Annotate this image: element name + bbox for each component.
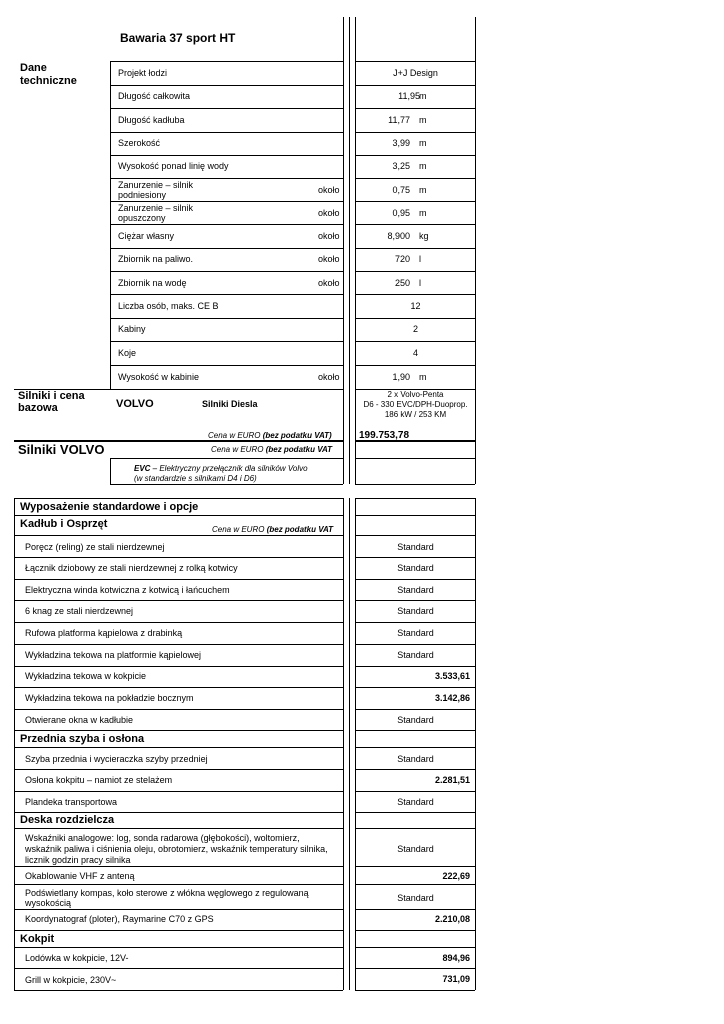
equip-item-price: 894,96 bbox=[442, 953, 470, 963]
row-rule bbox=[14, 968, 343, 969]
engine-price: 199.753,78 bbox=[359, 430, 410, 441]
tech-label: Wysokość w kabinie bbox=[118, 372, 199, 382]
row-rule bbox=[14, 909, 343, 910]
equip-item-label: Poręcz (reling) ze stali nierdzewnej bbox=[25, 542, 165, 552]
row-rule bbox=[14, 622, 343, 623]
row-rule bbox=[110, 201, 343, 202]
title-bottom-rule bbox=[110, 61, 343, 62]
group-dashboard-title: Deska rozdzielcza bbox=[20, 814, 115, 826]
hull-price-note bbox=[212, 525, 333, 534]
row-rule bbox=[355, 866, 475, 867]
volvo-price-note bbox=[211, 445, 332, 454]
row-rule bbox=[355, 365, 475, 366]
tech-label: Zbiornik na wodę bbox=[118, 278, 187, 288]
price-note-text: Cena w EURO bbox=[212, 525, 267, 534]
price-note-bold: (bez podatku VAT bbox=[265, 445, 333, 454]
row-rule bbox=[355, 85, 475, 86]
evc-note bbox=[134, 464, 308, 474]
tech-label: Kabiny bbox=[118, 324, 146, 334]
engines-section-label: Silniki i cena bazowa bbox=[18, 390, 85, 414]
row-rule bbox=[14, 930, 343, 931]
tech-unit: m bbox=[419, 208, 427, 218]
row-rule bbox=[355, 791, 475, 792]
row-rule bbox=[355, 709, 475, 710]
equipment-title: Wyposażenie standardowe i opcje bbox=[20, 501, 199, 513]
equip-item-value: Standard bbox=[397, 628, 434, 638]
tech-label: Zanurzenie – silnik opuszczony bbox=[118, 203, 194, 223]
row-rule bbox=[14, 666, 343, 667]
row-rule bbox=[355, 769, 475, 770]
tech-label: Wysokość ponad linię wody bbox=[118, 161, 229, 171]
group-hull-title: Kadłub i Osprzęt bbox=[20, 518, 108, 530]
engine-price-rule bbox=[355, 440, 475, 442]
tech-unit: m bbox=[419, 161, 427, 171]
tech-unit: l bbox=[419, 278, 421, 288]
tech-note: około bbox=[318, 372, 340, 382]
equip-item-price: 2.210,08 bbox=[434, 914, 470, 924]
row-rule bbox=[110, 248, 343, 249]
row-rule bbox=[110, 178, 343, 179]
row-rule bbox=[110, 155, 343, 156]
row-rule bbox=[14, 709, 343, 710]
tech-unit: kg bbox=[419, 231, 429, 241]
tech-unit: m bbox=[419, 138, 427, 148]
tech-value: 11,95 bbox=[398, 91, 420, 101]
row-rule bbox=[14, 828, 343, 829]
tech-note: około bbox=[318, 231, 340, 241]
tech-value: 11,77 bbox=[388, 115, 410, 125]
equip-item-label: licznik godzin pracy silnika bbox=[25, 855, 131, 865]
equip-item-label: Otwierane okna w kadłubie bbox=[25, 715, 134, 725]
tech-label: Szerokość bbox=[118, 138, 161, 148]
equip-item-label: wskaźnik paliwa i ciśnienia oleju, obrotomierz, wskaźnik temperatury silnika, bbox=[25, 844, 328, 854]
row-rule bbox=[355, 687, 475, 688]
equip-item-label: Wskaźniki analogowe: log, sonda radarowa (głębokości), woltomierz, bbox=[25, 833, 300, 843]
row-rule bbox=[355, 108, 475, 109]
tech-unit: m bbox=[419, 91, 427, 101]
row-rule bbox=[355, 968, 475, 969]
equip-item-value: Standard bbox=[397, 563, 434, 573]
equip-left-border bbox=[14, 498, 15, 990]
row-rule bbox=[14, 791, 343, 792]
row-rule bbox=[14, 812, 343, 813]
row-rule bbox=[355, 341, 475, 342]
equip-item-label: Łącznik dziobowy ze stali nierdzewnej z rolką kotwicy bbox=[25, 563, 238, 573]
evc-left-border bbox=[110, 458, 111, 484]
equip-item-value: Standard bbox=[397, 893, 434, 903]
row-rule bbox=[355, 828, 475, 829]
equip-top-rule bbox=[14, 498, 343, 499]
tech-note: około bbox=[318, 208, 340, 218]
row-rule bbox=[110, 85, 343, 86]
row-rule bbox=[355, 909, 475, 910]
row-rule bbox=[355, 579, 475, 580]
row-rule bbox=[14, 990, 343, 991]
tech-value: 0,95 bbox=[392, 208, 410, 218]
group-cockpit-title: Kokpit bbox=[20, 933, 55, 945]
row-rule bbox=[355, 294, 475, 295]
row-rule bbox=[355, 644, 475, 645]
engine-price-note bbox=[208, 431, 332, 440]
row-rule bbox=[355, 271, 475, 272]
equip-item-value: Standard bbox=[397, 585, 434, 595]
tech-label: Koje bbox=[118, 348, 137, 358]
row-rule bbox=[355, 622, 475, 623]
tech-label: Zbiornik na paliwo. bbox=[118, 254, 194, 264]
evc-text: – Elektryczny przełącznik dla silników Volvo bbox=[150, 464, 308, 473]
engine-spec-3: 186 kW / 253 KM bbox=[384, 410, 447, 419]
evc-label: EVC bbox=[134, 464, 151, 473]
row-rule bbox=[110, 318, 343, 319]
row-rule bbox=[110, 224, 343, 225]
price-note-text: Cena w EURO bbox=[208, 431, 263, 440]
equip-item-value: Standard bbox=[397, 797, 434, 807]
row-rule bbox=[355, 155, 475, 156]
row-rule bbox=[110, 108, 343, 109]
row-rule bbox=[14, 687, 343, 688]
row-rule bbox=[14, 947, 343, 948]
equip-divider-b bbox=[349, 498, 350, 990]
row-rule bbox=[14, 644, 343, 645]
tech-value: J+J Design bbox=[393, 68, 438, 78]
tech-note: około bbox=[318, 278, 340, 288]
tech-label: Ciężar własny bbox=[118, 231, 175, 241]
equip-item-value: Standard bbox=[397, 715, 434, 725]
row-rule bbox=[14, 535, 343, 536]
tech-note: około bbox=[318, 185, 340, 195]
equip-item-value: Standard bbox=[397, 650, 434, 660]
tech-label: Długość całkowita bbox=[118, 91, 191, 101]
equip-item-price: 3.533,61 bbox=[434, 671, 470, 681]
tech-value: 12 bbox=[410, 301, 421, 311]
row-rule bbox=[355, 132, 475, 133]
price-note-bold: (bez podatku VAT) bbox=[262, 431, 332, 440]
row-rule bbox=[355, 557, 475, 558]
title-bottom-rule-right bbox=[355, 61, 475, 62]
row-rule bbox=[355, 930, 475, 931]
row-rule bbox=[355, 747, 475, 748]
row-rule bbox=[355, 515, 475, 516]
engine-spec-1: 2 x Volvo-Penta bbox=[387, 390, 444, 399]
tech-unit: m bbox=[419, 115, 427, 125]
row-rule bbox=[355, 600, 475, 601]
equip-value-right bbox=[475, 498, 476, 990]
evc-note-2: (w standardzie s silnikami D4 i D6) bbox=[134, 474, 257, 483]
row-rule bbox=[14, 884, 343, 885]
tech-label: Długość kadłuba bbox=[118, 115, 185, 125]
tech-value: 2 bbox=[412, 324, 418, 334]
equip-item-label: Rufowa platforma kąpielowa z drabinką bbox=[25, 628, 183, 638]
col-divider-b bbox=[349, 17, 350, 484]
row-rule bbox=[355, 990, 475, 991]
row-rule bbox=[355, 201, 475, 202]
volvo-section-label: Silniki VOLVO bbox=[18, 442, 105, 457]
row-rule bbox=[14, 769, 343, 770]
equip-item-label: Wykładzina tekowa na pokładzie bocznym bbox=[25, 693, 194, 703]
row-rule bbox=[355, 318, 475, 319]
row-rule bbox=[355, 484, 475, 485]
equip-item-value: Standard bbox=[397, 844, 434, 854]
tech-value: 720 bbox=[394, 254, 410, 264]
row-rule bbox=[110, 271, 343, 272]
equip-divider-a bbox=[343, 498, 344, 990]
row-rule bbox=[14, 515, 343, 516]
tech-unit: m bbox=[419, 372, 427, 382]
engine-spec-2: D6 - 330 EVC/DPH-Duoprop. bbox=[363, 400, 468, 409]
equip-item-label: wysokością bbox=[25, 898, 72, 908]
row-rule bbox=[355, 224, 475, 225]
price-note-bold: (bez podatku VAT bbox=[266, 525, 334, 534]
tech-value: 4 bbox=[412, 348, 418, 358]
equip-item-value: Standard bbox=[397, 542, 434, 552]
row-rule bbox=[355, 812, 475, 813]
equip-item-value: Standard bbox=[397, 754, 434, 764]
tech-value: 8,900 bbox=[387, 231, 410, 241]
equip-item-label: Szyba przednia i wycieraczka szyby przedniej bbox=[25, 754, 208, 764]
row-rule bbox=[14, 730, 343, 731]
row-rule bbox=[110, 484, 343, 485]
equip-item-price: 2.281,51 bbox=[434, 775, 470, 785]
tech-section-label: Dane techniczne bbox=[20, 62, 77, 87]
row-rule bbox=[355, 535, 475, 536]
equip-item-label: Podświetlany kompas, koło sterowe z włókna węglowego z regulowaną bbox=[25, 888, 309, 898]
row-rule bbox=[355, 248, 475, 249]
row-rule bbox=[110, 294, 343, 295]
row-rule bbox=[14, 600, 343, 601]
row-rule bbox=[355, 178, 475, 179]
tech-value: 1,90 bbox=[392, 372, 410, 382]
equip-item-label: Okablowanie VHF z anteną bbox=[25, 871, 135, 881]
tech-value: 3,25 bbox=[392, 161, 410, 171]
equip-item-label: 6 knag ze stali nierdzewnej bbox=[25, 606, 134, 616]
equip-top-rule bbox=[355, 498, 475, 499]
col-divider-a bbox=[343, 17, 344, 484]
equip-item-value: Standard bbox=[397, 606, 434, 616]
row-rule bbox=[355, 458, 475, 459]
row-rule bbox=[355, 884, 475, 885]
page-title: Bawaria 37 sport HT bbox=[120, 31, 236, 45]
tech-unit: l bbox=[419, 254, 421, 264]
equip-item-label: Wykładzina tekowa w kokpicie bbox=[25, 671, 146, 681]
equip-item-label: Koordynatograf (ploter), Raymarine C70 z GPS bbox=[25, 914, 214, 924]
equip-item-label: Osłona kokpitu – namiot ze stelażem bbox=[25, 775, 173, 785]
tech-label: Liczba osób, maks. CE B bbox=[118, 301, 219, 311]
price-note-text: Cena w EURO bbox=[211, 445, 266, 454]
value-col-right bbox=[475, 17, 476, 484]
row-rule bbox=[14, 557, 343, 558]
row-rule bbox=[110, 458, 343, 459]
tech-label: Zanurzenie – silnik podniesiony bbox=[118, 180, 194, 200]
row-rule bbox=[110, 341, 343, 342]
row-rule bbox=[355, 666, 475, 667]
equip-item-label: Plandeka transportowa bbox=[25, 797, 118, 807]
row-rule bbox=[14, 866, 343, 867]
row-rule bbox=[14, 747, 343, 748]
equip-item-price: 222,69 bbox=[442, 871, 470, 881]
row-rule bbox=[110, 132, 343, 133]
row-rule bbox=[355, 947, 475, 948]
row-rule bbox=[14, 579, 343, 580]
engine-brand: VOLVO bbox=[116, 398, 154, 410]
group-windshield-title: Przednia szyba i osłona bbox=[20, 733, 145, 745]
equip-item-label: Wykładzina tekowa na platformie kąpielowej bbox=[25, 650, 202, 660]
tech-value: 3,99 bbox=[392, 138, 410, 148]
tech-note: około bbox=[318, 254, 340, 264]
tech-unit: m bbox=[419, 185, 427, 195]
tech-label: Projekt łodzi bbox=[118, 68, 168, 78]
equip-item-label: Lodówka w kokpicie, 12V- bbox=[25, 953, 129, 963]
equip-item-label: Elektryczna winda kotwiczna z kotwicą i łańcuchem bbox=[25, 585, 230, 595]
equip-item-label: Grill w kokpicie, 230V~ bbox=[25, 975, 117, 985]
tech-value: 250 bbox=[394, 278, 410, 288]
equip-item-price: 731,09 bbox=[442, 974, 470, 984]
row-rule bbox=[110, 365, 343, 366]
equip-item-price: 3.142,86 bbox=[434, 693, 470, 703]
engine-type: Silniki Diesla bbox=[202, 399, 258, 409]
tech-value: 0,75 bbox=[392, 185, 410, 195]
row-rule bbox=[355, 730, 475, 731]
